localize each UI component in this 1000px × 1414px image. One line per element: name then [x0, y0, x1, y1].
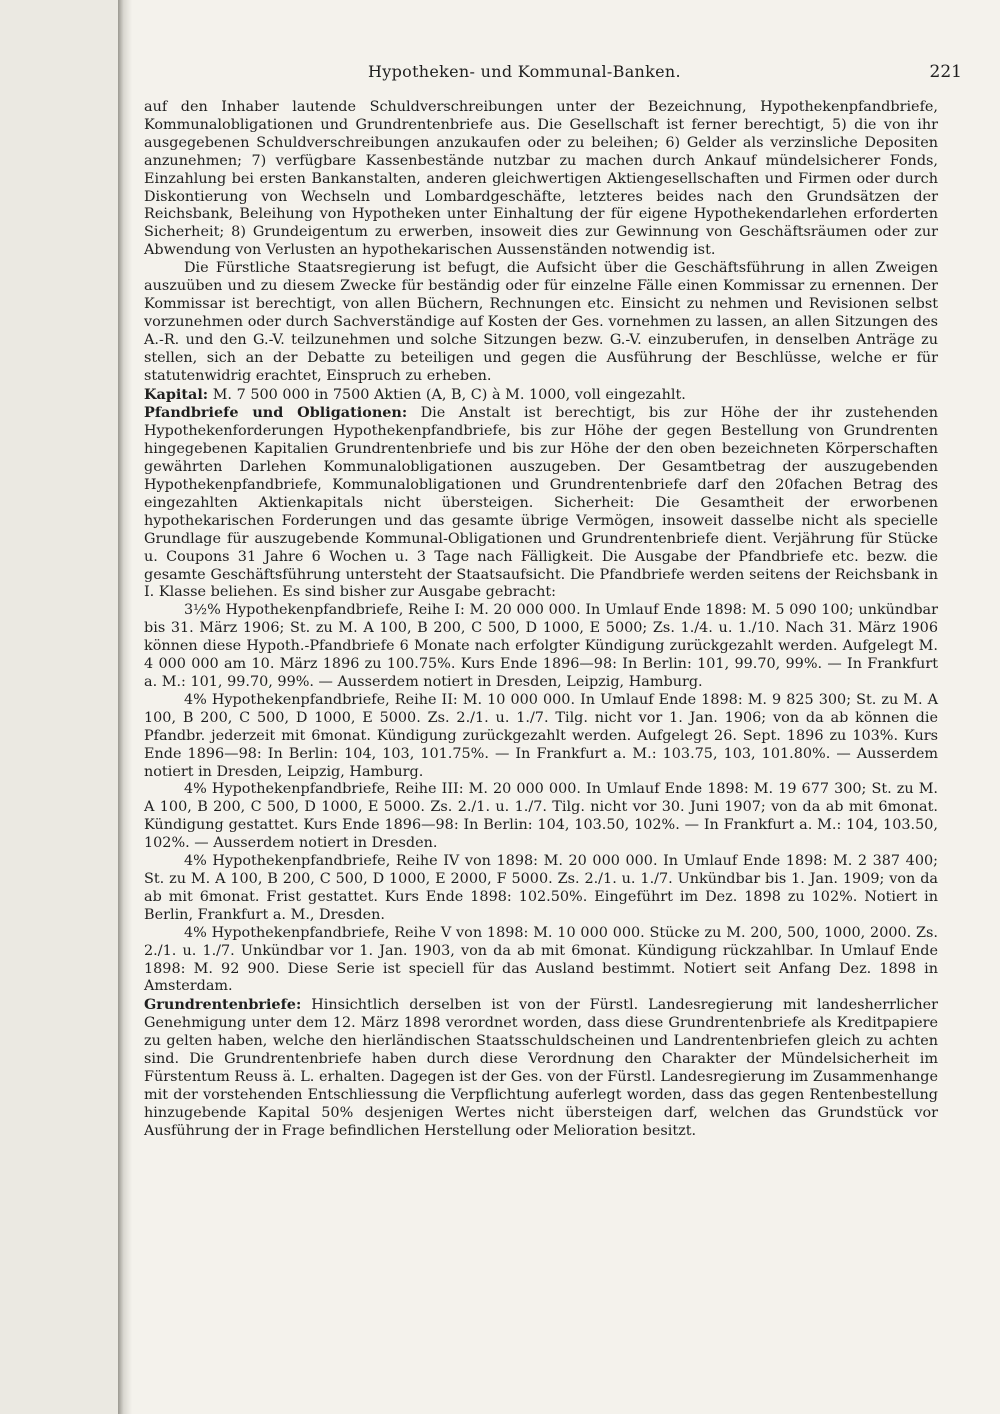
paragraph-text: M. 7 500 000 in 7500 Aktien (A, B, C) à M. 1000, voll eingezahlt.: [208, 386, 686, 403]
paragraph-text: Die Fürstliche Staatsregierung ist befugt, die Aufsicht über die Geschäftsführung in allen Zweigen auszuüben und zu diesem Zwecke für beständig oder für einzelne Fälle einen Kommissar zu ernennen. Der Kommissar ist berechtigt, von allen Büchern, Rechnungen etc. Einsicht zu nehmen und Revisionen selbst vorzunehmen oder durch Sachverständige auf Kosten der Ges. vornehmen zu lassen, an allen Sitzungen des A.-R. und den G.-V. teilzunehmen und solche Sitzungen bezw. G.-V. einzuberufen, in denselben Anträge zu stellen, sich an der Debatte zu beteiligen und gegen die Ausführung der Beschlüsse, welche er für statutenwidrig erachtet, Einspruch zu erheben.: [144, 260, 938, 384]
paragraph: [144, 260, 938, 385]
paragraph-text: 3½% Hypothekenpfandbriefe, Reihe I: M. 20 000 000. In Umlauf Ende 1898: M. 5 090 100; unkündbar bis 31. März 1906; St. zu M. A 100, B 200, C 500, D 1000, E 5000; Zs. 1./4. u. 1./10. Nach 31. März 1906 können diese Hypoth.-Pfandbriefe 6 Monate nach erfolgter Kündigung zurückgezahlt werden. Aufgelegt M. 4 000 000 am 10. März 1896 zu 100.75%. Kurs Ende 1896—98: In Berlin: 101, 99.70, 99%. — In Frankfurt a. M.: 101, 99.70, 99%. — Ausserdem notiert in Dresden, Leipzig, Hamburg.: [144, 602, 938, 690]
book-spine-shadow: [118, 0, 132, 1414]
page-header: [140, 62, 970, 88]
section-heading: Pfandbriefe und Obligationen:: [144, 404, 408, 422]
paragraph: [144, 925, 938, 997]
paragraph: [144, 996, 938, 1140]
section-heading: Grundrentenbriefe:: [144, 996, 302, 1014]
paragraph-text: 4% Hypothekenpfandbriefe, Reihe IV von 1898: M. 20 000 000. In Umlauf Ende 1898: M. 2 387 400; St. zu M. A 100, B 200, C 500, D 1000, E 2000, F 5000. Zs. 2./1. u. 1./7. Unkündbar bis 1. Jan. 1909; von da ab mit 6monat. Frist gestattet. Kurs Ende 1898: 102.50%. Eingeführt im Dez. 1898 zu 102%. Notiert in Berlin, Frankfurt a. M., Dresden.: [144, 853, 938, 923]
paragraph-text: 4% Hypothekenpfandbriefe, Reihe II: M. 10 000 000. In Umlauf Ende 1898: M. 9 825 300; St. zu M. A 100, B 200, C 500, D 1000, E 5000. Zs. 2./1. u. 1./7. Tilg. nicht vor 1. Jan. 1906; von da ab können die Pfandbr. jederzeit mit 6monat. Kündigung zurückgezahlt werden. Aufgelegt 26. Sept. 1896 zu 103%. Kurs Ende 1896—98: In Berlin: 104, 103, 101.75%. — In Frankfurt a. M.: 103.75, 103, 101.80%. — Ausserdem notiert in Dresden, Leipzig, Hamburg.: [144, 691, 938, 780]
paragraph-text: Die Anstalt ist berechtigt, bis zur Höhe der ihr zustehenden Hypothekenforderungen Hypothekenpfandbriefe, bis zur Höhe der gegen Bestellung von Grundrenten hingegebenen Kapitalien Grundrentenbriefe und bis zur Höhe der den oben bezeichneten Körperschaften gewährten Darlehen Kommunalobligationen auszugeben. Der Gesamtbetrag der auszugebenden Hypothekenpfandbriefe, Kommunalobligationen und Grundrentenbriefe darf den 20fachen Betrag des eingezahlten Aktienkapitals nicht übersteigen. Sicherheit: Die Gesamtheit der erworbenen hypothekarischen Forderungen und das gesamte übrige Vermögen, insoweit dasselbe nicht als specielle Grundlage für auszugebende Kommunal-Obligationen und Grundrentenbriefe dient. Verjährung für Stücke u. Coupons 31 Jahre 6 Wochen u. 3 Tage nach Fälligkeit. Die Ausgabe der Pfandbriefe etc. bezw. die gesamte Geschäftsführung untersteht der Staatsaufsicht. Die Pfandbriefe werden seitens der Reichsbank in I. Klasse beliehen. Es sind bisher zur Ausgabe gebracht:: [144, 405, 938, 601]
paragraph-text: auf den Inhaber lautende Schuldverschreibungen unter der Bezeichnung, Hypothekenpfandbriefe, Kommunalobligationen und Grundrentenbriefe aus. Die Gesellschaft ist ferner berechtigt, 5) die von ihr ausgegebenen Schuldverschreibungen anzukaufen oder zu beleihen; 6) Gelder als verzinsliche Depositen anzunehmen; 7) verfügbare Kassenbestände nutzbar zu machen durch Ankauf mündelsicherer Fonds, Einzahlung bei ersten Bankanstalten, anderen gleichwertigen Aktiengesellschaften und Firmen oder durch Diskontierung von Wechseln und Lombardgeschäfte, letzteres beides nach den Grundsätzen der Reichsbank, Beleihung von Hypotheken unter Einhaltung der für eigene Hypothekendarlehen erforderten Sicherheit; 8) Grundeigentum zu erwerben, insoweit dies zur Gewinnung von Geschäftsräumen oder zur Abwendung von Verlusten an hypothekarischen Aussenständen notwendig ist.: [144, 99, 938, 259]
adjacent-page-gutter: [0, 0, 118, 1414]
paragraph: [144, 404, 938, 602]
paragraph: [144, 853, 938, 925]
paragraph-text: 4% Hypothekenpfandbriefe, Reihe III: M. 20 000 000. In Umlauf Ende 1898: M. 19 677 300; St. zu M. A 100, B 200, C 500, D 1000, E 5000. Zs. 2./1. u. 1./7. Tilg. nicht vor 30. Juni 1907; von da ab mit 6monat. Kündigung gestattet. Kurs Ende 1896—98: In Berlin: 104, 103.50, 102%. — In Frankfurt a. M.: 104, 103.50, 102%. — Ausserdem notiert in Dresden.: [144, 781, 938, 852]
page-number: 221: [929, 62, 962, 82]
paragraph: [144, 781, 938, 853]
paragraph-text: Hinsichtlich derselben ist von der Fürstl. Landesregierung mit landesherrlicher Genehmigung unter dem 12. März 1898 verordnet worden, dass diese Grundrentenbriefe als Kreditpapiere zu gelten haben, welche den hierländischen Staatsschuldscheinen und Landrentenbriefen gleich zu achten sind. Die Grundrentenbriefe haben durch diese Verordnung den Charakter der Mündelsicherheit im Fürstentum Reuss ä. L. erhalten. Dagegen ist der Ges. von der Fürstl. Landesregierung im Zusammenhange mit der vorstehenden Entschliessung die Verpflichtung auferlegt worden, dass das gegen Rentenbestellung hinzugebende Kapital 50% desjenigen Wertes nicht übersteigen darf, welchen das Grundstück vor Ausführung der in Frage befindlichen Herstellung oder Melioration besitzt.: [144, 997, 938, 1139]
main-text-column: [144, 99, 938, 1141]
paragraph-text: 4% Hypothekenpfandbriefe, Reihe V von 1898: M. 10 000 000. Stücke zu M. 200, 500, 1000, 2000. Zs. 2./1. u. 1./7. Unkündbar vor 1. Jan. 1903, von da ab mit 6monat. Kündigung rückzahlbar. In Umlauf Ende 1898: M. 92 900. Diese Serie ist speciell für das Ausland bestimmt. Notiert seit Anfang Dez. 1898 in Amsterdam.: [144, 924, 938, 995]
paragraph: [144, 602, 938, 692]
paragraph: [144, 386, 938, 405]
section-heading: Kapital:: [144, 385, 209, 403]
paragraph: [144, 99, 938, 260]
running-title: Hypotheken- und Kommunal-Banken.: [368, 62, 681, 81]
paragraph: [144, 692, 938, 782]
